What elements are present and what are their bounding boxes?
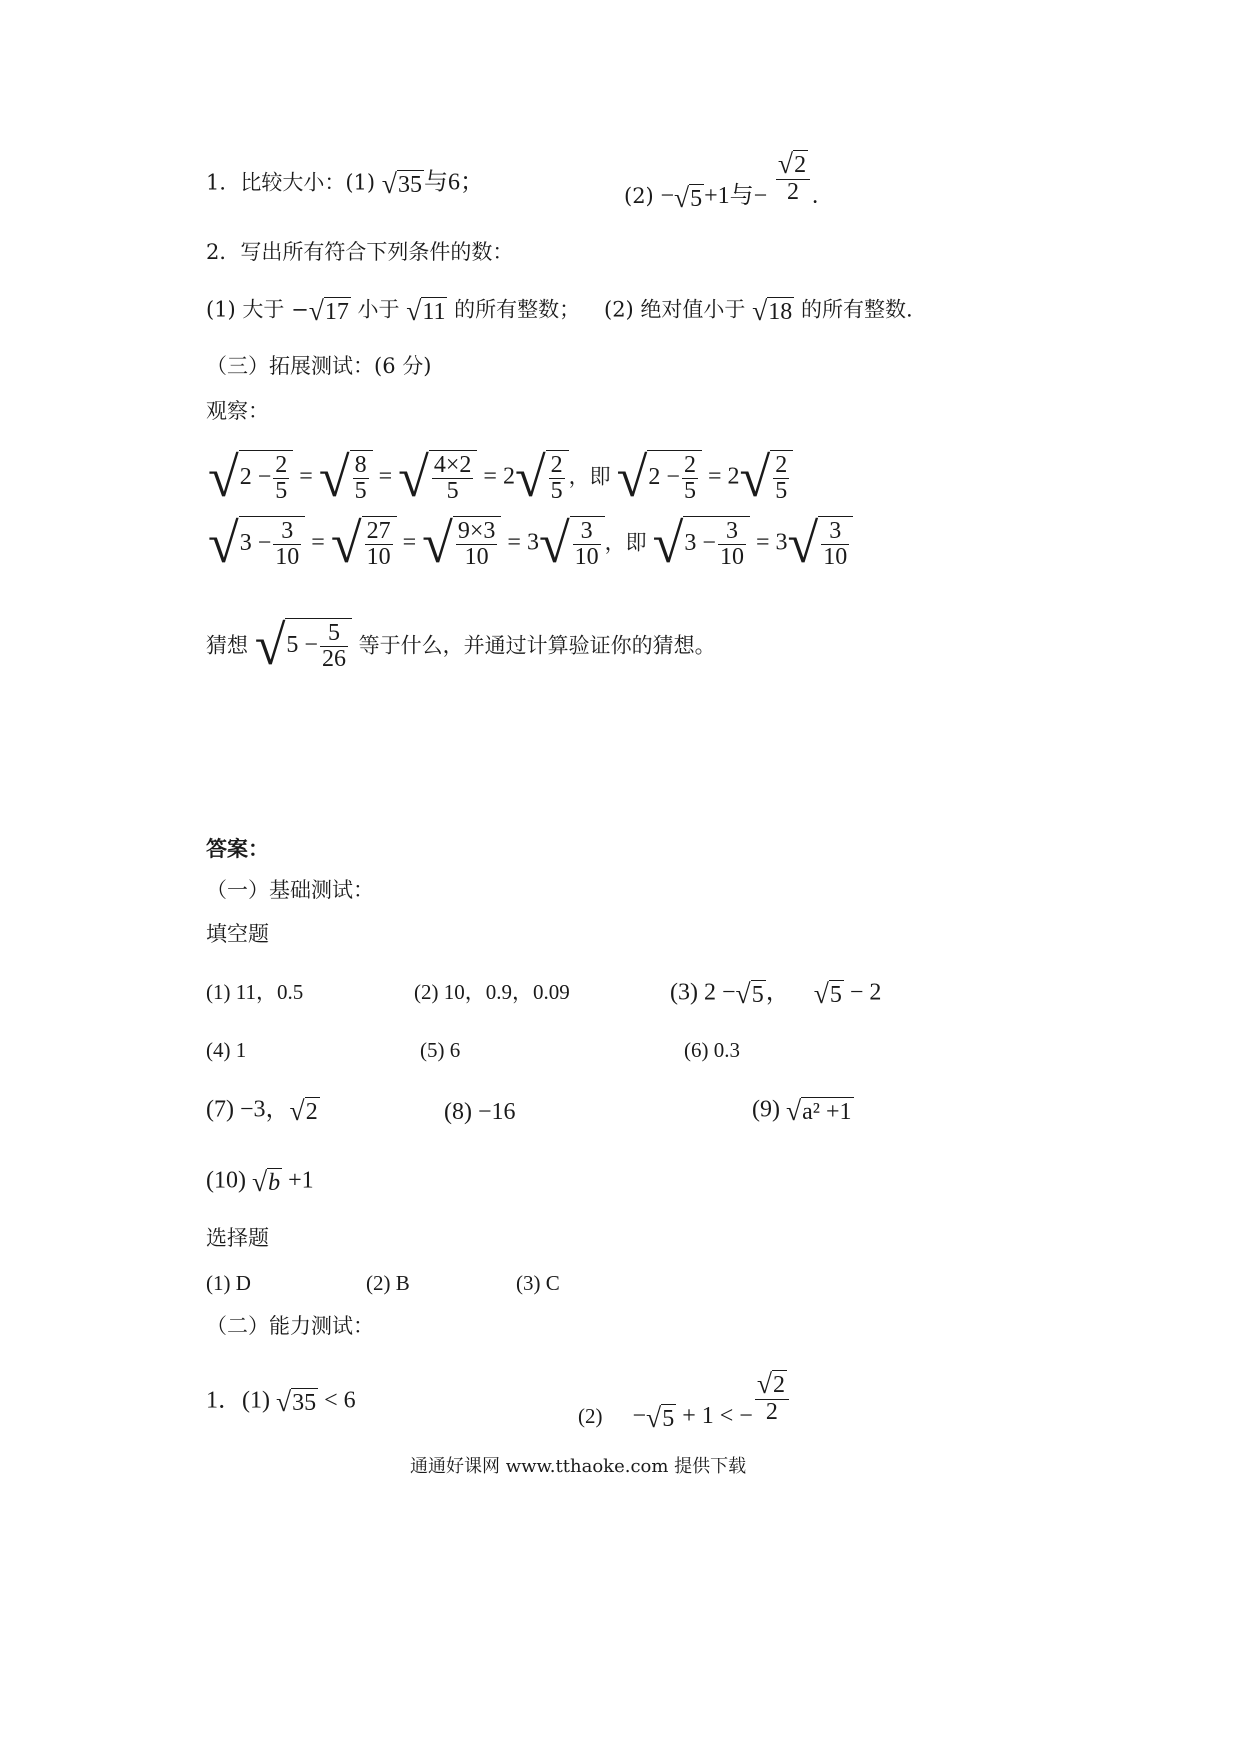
answer-7: (7) −3，√2: [206, 1095, 318, 1126]
ability-test-title: （二）能力测试：: [206, 1314, 374, 1338]
equation-1: √2 − $\frac{2}{5}$ = √ $\frac{8}{5}$ = √ $\frac{4\times 2}{5}$ = 2√ $\frac{2}{5}$ ，即 √2 − $\frac{2}{5}$ = 2√ $\frac{2}{5}$: [208, 450, 793, 506]
equation-2: √3 − $\frac{3}{10}$ = √ $\frac{27}{10}$ = √ $\frac{9\times 3}{10}$ = 3√ $\frac{3}{10}$ ，即 √3 − $\frac{3}{10}$ = 3√ $\frac{3}{10}$: [208, 516, 853, 572]
answer-10: (10) √b +1: [206, 1166, 314, 1197]
q2-title: 2．写出所有符合下列条件的数：: [206, 240, 514, 264]
fill-blank-title: 填空题: [206, 922, 269, 946]
answer-6: (6) 0.3: [684, 1038, 740, 1062]
answers-title: 答案：: [206, 836, 269, 861]
q1-line-1: 1．比较大小：(1) √35与6；: [206, 168, 484, 199]
choice-title: 选择题: [206, 1226, 269, 1250]
choice-answer-3: (3) C: [516, 1271, 560, 1295]
basic-test-title: （一）基础测试：: [206, 878, 374, 902]
observe-label: 观察：: [206, 399, 269, 423]
page-footer: 通通好课网 www.tthaoke.com 提供下载: [410, 1456, 747, 1477]
q2-sub-1: (1) 大于 −√17 小于 √11 的所有整数；: [206, 295, 581, 326]
fraction-sqrt2-over-2: $\frac{√2}{2}$: [776, 150, 810, 205]
answer-2: (2) 10，0.9，0.09: [414, 980, 570, 1004]
sqrt-35: √35: [381, 168, 422, 199]
q2-sub-2: (2) 绝对值小于 √18 的所有整数.: [604, 295, 913, 326]
answer-3: (3) 2 −√5， √5 − 2: [670, 978, 882, 1009]
answer-9: (9) √a² +1: [752, 1095, 852, 1126]
answer-8: (8) −16: [444, 1099, 516, 1125]
ability-answer-2: (2) −√5 + 1 < − $\frac{√2}{2}$: [578, 1370, 791, 1425]
choice-answer-1: (1) D: [206, 1271, 251, 1295]
answer-1: (1) 11，0.5: [206, 980, 304, 1004]
choice-answer-2: (2) B: [366, 1271, 410, 1295]
guess-line: 猜想 √5 − $\frac{5}{26}$ 等于什么，并通过计算验证你的猜想。: [206, 615, 716, 677]
answer-5: (5) 6: [420, 1038, 461, 1062]
section-3-title: （三）拓展测试：(6 分): [206, 354, 432, 378]
q1-line-2: (2) −√5+1与− $\frac{√2}{2}$ .: [624, 148, 819, 213]
answer-4: (4) 1: [206, 1038, 247, 1062]
ability-answer-1: 1．(1) √35 < 6: [206, 1386, 356, 1417]
